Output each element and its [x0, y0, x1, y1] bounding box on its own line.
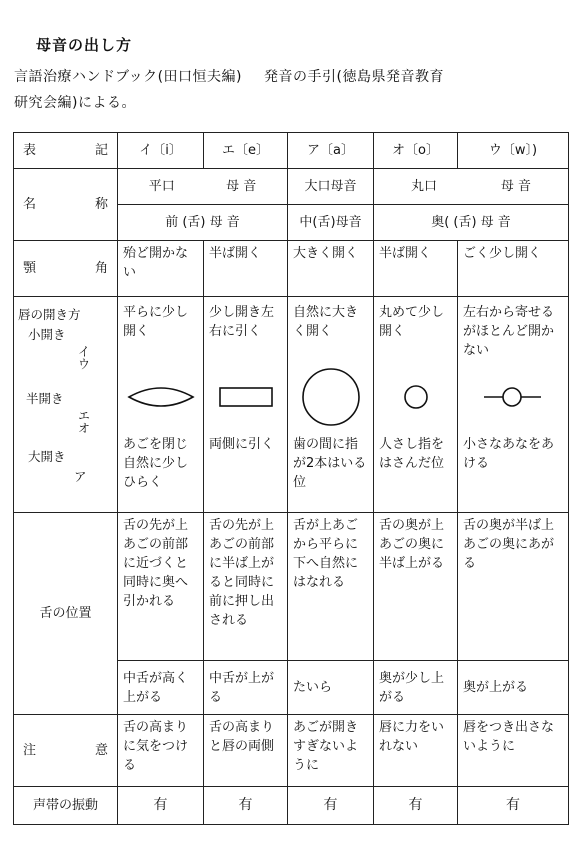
- lips-o-top: 丸めて少し開く: [379, 305, 445, 339]
- lips-u-top: 左右から寄せるがほとんど開かない: [463, 305, 555, 358]
- vibration-o: 有: [374, 787, 458, 825]
- lips-label-cell: [14, 297, 118, 513]
- lips-e-cell: [204, 297, 288, 513]
- lips-label-a: ア: [74, 469, 87, 484]
- lips-label-title: 唇の開き方: [18, 307, 81, 322]
- lips-e-top: 少し開き左右に引く: [209, 305, 275, 339]
- lips-o-cell: [374, 297, 458, 513]
- tongue-i-bottom: 中舌が高く上がる: [118, 661, 204, 715]
- rectangle-shape-icon: [204, 371, 287, 423]
- note-u: 唇をつき出さないように: [458, 715, 569, 787]
- jaw-i: 殆ど開かない: [118, 241, 204, 297]
- name-front-vowel: 前 (舌) 母 音: [118, 205, 288, 241]
- note-label-right: 意: [94, 743, 108, 758]
- lips-label-big: 大開き: [28, 449, 66, 464]
- header-i: イ〔i〕: [118, 133, 204, 169]
- name-flat-mouth: [118, 169, 288, 205]
- name-round-left: 丸口: [410, 179, 437, 194]
- name-row-1: [14, 169, 569, 205]
- name-round-right: 母 音: [500, 179, 532, 194]
- name-flat-left: 平口: [148, 179, 175, 194]
- header-label-cell: [14, 133, 118, 169]
- lips-label-eo: エオ: [76, 409, 91, 434]
- note-e: 舌の高まりと唇の両側: [204, 715, 288, 787]
- tongue-o-bottom: 奥が少し上がる: [374, 661, 458, 715]
- lips-u-bottom: 小さなあなをあける: [463, 437, 555, 471]
- jaw-label-cell: [14, 241, 118, 297]
- vibration-row: [14, 787, 569, 825]
- lips-a-bottom: 歯の間に指が2本はいる位: [293, 437, 367, 490]
- circle-with-line-icon: [458, 371, 568, 423]
- vibration-i: 有: [118, 787, 204, 825]
- jaw-e: 半ば開く: [204, 241, 288, 297]
- vibration-a: 有: [288, 787, 374, 825]
- name-round-mouth: [374, 169, 569, 205]
- lips-i-cell: [118, 297, 204, 513]
- tongue-e-bottom: 中舌が上がる: [204, 661, 288, 715]
- lips-o-bottom: 人さし指をはさんだ位: [379, 437, 445, 471]
- source-guide: 発音の手引(徳島県発音教育: [264, 69, 444, 85]
- name-label-cell: [14, 169, 118, 241]
- lips-e-bottom: 両側に引く: [209, 437, 275, 452]
- note-label-cell: [14, 715, 118, 787]
- note-o: 唇に力をいれない: [374, 715, 458, 787]
- note-row: [14, 715, 569, 787]
- tongue-u-top: 舌の奥が半ば上あごの奥にあがる: [458, 513, 569, 661]
- tongue-i-top: 舌の先が上あごの前部に近づくと同時に奥へ引かれる: [118, 513, 204, 661]
- jaw-o: 半ば開く: [374, 241, 458, 297]
- lips-a-top: 自然に大きく開く: [293, 305, 359, 339]
- source-line-1: [14, 66, 444, 86]
- header-a: ア〔a〕: [288, 133, 374, 169]
- name-back-vowel: 奥( (舌) 母 音: [374, 205, 569, 241]
- note-label-left: 注: [23, 743, 37, 758]
- jaw-label-right: 角: [94, 261, 108, 276]
- lips-label-iu: イウ: [76, 345, 91, 370]
- header-label-right: 記: [94, 143, 108, 158]
- lips-label-small: 小開き: [28, 327, 66, 342]
- tongue-label: 舌の位置: [39, 606, 92, 621]
- source-line-2: 研究会編)による。: [14, 95, 136, 111]
- note-i: 舌の高まりに気をつける: [118, 715, 204, 787]
- vowel-table: [13, 132, 569, 825]
- vibration-u: 有: [458, 787, 569, 825]
- tongue-a-bottom: たいら: [288, 661, 374, 715]
- vibration-label: 声帯の振動: [14, 787, 118, 825]
- tongue-u-bottom: 奥が上がる: [458, 661, 569, 715]
- lips-i-top: 平らに少し開く: [123, 305, 189, 339]
- name-big-mouth: 大口母音: [288, 169, 374, 205]
- vibration-e: 有: [204, 787, 288, 825]
- header-label-left: 表: [23, 143, 37, 158]
- tongue-o-top: 舌の奥が上あごの奥に半ば上がる: [374, 513, 458, 661]
- lens-shape-icon: [118, 371, 203, 423]
- jaw-label-left: 顎: [23, 261, 37, 276]
- tongue-row-1: [14, 513, 569, 661]
- lips-label-half: 半開き: [26, 391, 64, 406]
- small-circle-icon: [374, 371, 457, 423]
- tongue-e-top: 舌の先が上あごの前部に半ば上がると同時に前に押し出される: [204, 513, 288, 661]
- note-a: あごが開きすぎないように: [288, 715, 374, 787]
- jaw-a: 大きく開く: [288, 241, 374, 297]
- large-circle-icon: [288, 371, 373, 423]
- tongue-a-top: 舌が上あごから平らに下へ自然にはなれる: [288, 513, 374, 661]
- jaw-u: ごく少し開く: [458, 241, 569, 297]
- lips-u-cell: [458, 297, 569, 513]
- header-e: エ〔e〕: [204, 133, 288, 169]
- source-handbook: 言語治療ハンドブック(田口恒夫編): [14, 69, 243, 85]
- tongue-label-cell: [14, 513, 118, 715]
- lips-a-cell: [288, 297, 374, 513]
- header-o: オ〔o〕: [374, 133, 458, 169]
- name-flat-right: 母 音: [226, 179, 257, 194]
- page-title: 母音の出し方: [36, 36, 133, 54]
- name-central-vowel: 中(舌)母音: [288, 205, 374, 241]
- jaw-row: [14, 241, 569, 297]
- header-row: [14, 133, 569, 169]
- name-label-right: 称: [94, 197, 108, 212]
- header-u: ウ〔w〕): [458, 133, 569, 169]
- lips-row: [14, 297, 569, 513]
- name-label-left: 名: [23, 197, 37, 212]
- lips-i-bottom: あごを閉じ自然に少しひらく: [123, 437, 189, 490]
